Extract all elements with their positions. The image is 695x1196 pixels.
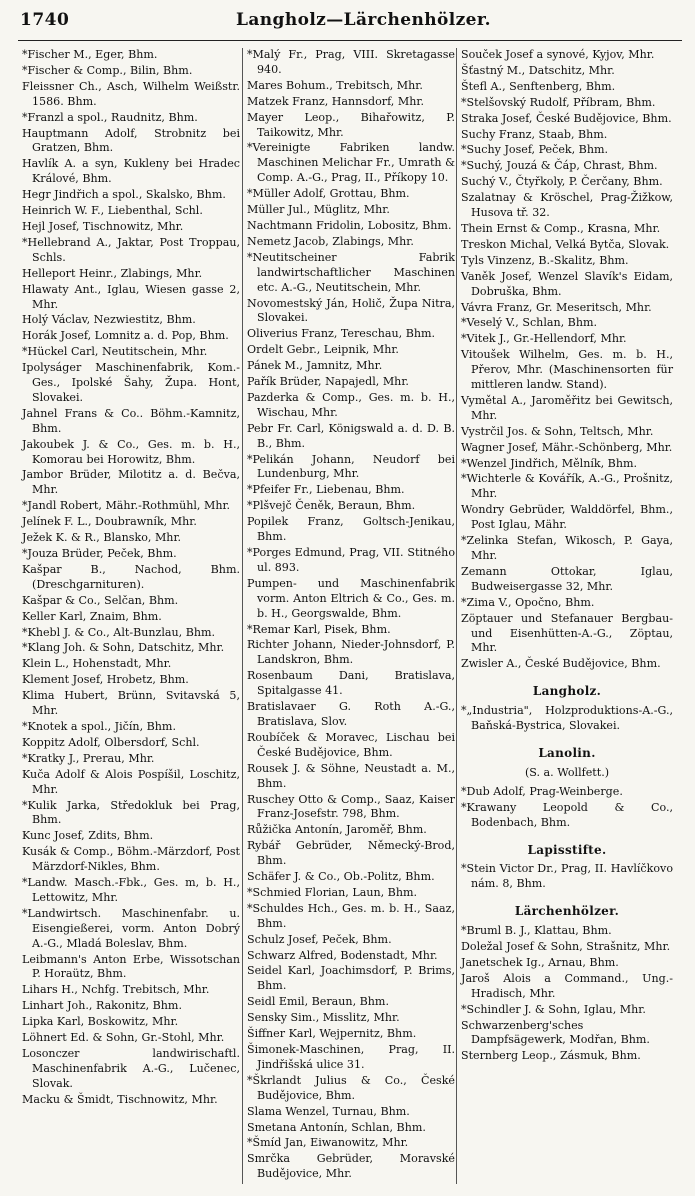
directory-entry: Sensky Sim., Misslitz, Mhr.	[247, 1011, 400, 1025]
directory-entry: Vaněk Josef, Wenzel Slavík's Eidam, Dobruška, Bhm.	[461, 269, 673, 298]
directory-entry: Tyls Vinzenz, B.-Skalitz, Bhm.	[461, 253, 629, 267]
directory-entry: Ordelt Gebr., Leipnik, Mhr.	[247, 343, 399, 357]
directory-entry: Fleissner Ch., Asch, Wilhelm Weißstr. 1586. Bhm.	[22, 79, 240, 108]
directory-entry: Bratislavaer G. Roth A.-G., Bratislava, Slov.	[247, 700, 455, 728]
directory-entry: Pazderka & Comp., Ges. m. b. H., Wischau, Mhr.	[247, 390, 455, 419]
directory-entry: *Škrlandt Julius & Co., České Budějovice, Bhm.	[247, 1073, 455, 1102]
directory-entry: Leibmann's Anton Erbe, Wissotschan P. Horaütz, Bhm.	[22, 952, 240, 981]
directory-entry: Růžička Antonín, Jaroměř, Bhm.	[247, 823, 427, 837]
directory-entry: *Bruml B. J., Klattau, Bhm.	[461, 924, 612, 938]
directory-entry: *Vitek J., Gr.-Hellendorf, Mhr.	[461, 332, 627, 346]
directory-entry: Nachtmann Fridolin, Lobositz, Bhm.	[247, 218, 452, 232]
directory-entry: Janetschek Ig., Arnau, Bhm.	[461, 955, 619, 969]
directory-entry: Havlík A. a syn, Kukleny bei Hradec Králové, Bhm.	[22, 157, 240, 186]
directory-entry: *Kratky J., Prerau, Mhr.	[22, 751, 155, 765]
directory-entry: *Remar Karl, Pisek, Bhm.	[247, 622, 391, 636]
directory-entry: Schulz Josef, Peček, Bhm.	[247, 932, 392, 946]
directory-entry: Linhart Joh., Rakonitz, Bhm.	[22, 999, 182, 1013]
directory-entry: Jakoubek J. & Co., Ges. m. b. H., Komorau bei Horowitz, Bhm.	[22, 437, 240, 466]
directory-entry: Helleport Heinr., Zlabings, Mhr.	[22, 266, 203, 280]
directory-entry: Šťastný M., Datschitz, Mhr.	[461, 63, 615, 77]
directory-entry: Šimonek-Maschinen, Prag, II. Jindřišská ulice 31.	[247, 1043, 455, 1071]
directory-entry: Štefl A., Senftenberg, Bhm.	[461, 79, 616, 93]
directory-entry: *Šmíd Jan, Eiwanowitz, Mhr.	[247, 1136, 409, 1150]
directory-entry: Souček Josef a synové, Kyjov, Mhr.	[461, 48, 655, 61]
directory-entry: *Schmied Florian, Laun, Bhm.	[247, 885, 418, 899]
directory-entry: *Hellebrand A., Jaktar, Post Troppau, Schls.	[22, 235, 240, 264]
directory-entry: Straka Josef, České Budějovice, Bhm.	[461, 111, 672, 125]
directory-entry: *Veselý V., Schlan, Bhm.	[461, 316, 598, 330]
header-rule	[18, 40, 682, 41]
directory-entry: Wagner Josef, Mähr.-Schönberg, Mhr.	[461, 440, 673, 454]
directory-entry: Suchý V., Čtyřkoly, P. Čerčany, Bhm.	[461, 175, 663, 189]
directory-entry: *Landwirtsch. Maschinenfabr. u. Eisengießerei, vorm. Anton Dobrý A.-G., Mladá Boleslav, Bhm.	[22, 906, 240, 950]
directory-entry: Vávra Franz, Gr. Meseritsch, Mhr.	[461, 300, 652, 314]
directory-entry: *Schuldes Hch., Ges. m. b. H., Saaz, Bhm.	[247, 901, 455, 930]
directory-entry: Sternberg Leop., Zásmuk, Bhm.	[461, 1049, 641, 1063]
directory-entry: Jambor Brüder, Milotitz a. d. Bečva, Mhr.	[22, 468, 240, 497]
section-heading: Langholz.	[532, 684, 602, 699]
directory-entry: *Landw. Masch.-Fbk., Ges. m, b. H., Lettowitz, Mhr.	[22, 876, 240, 904]
directory-entry: *Wenzel Jindřich, Mělník, Bhm.	[461, 456, 638, 470]
column-divider	[456, 48, 457, 1184]
directory-column-3	[461, 48, 673, 1065]
directory-entry: *Porges Edmund, Prag, VII. Stitného ul. 893.	[247, 546, 455, 574]
directory-entry: *Dub Adolf, Prag-Weinberge.	[461, 784, 623, 798]
directory-entry: Wondry Gebrüder, Walddörfel, Bhm., Post Iglau, Mähr.	[461, 503, 673, 532]
directory-entry: *Zima V., Opočno, Bhm.	[461, 595, 595, 609]
directory-entry: *Schindler J. & Sohn, Iglau, Mhr.	[461, 1002, 646, 1016]
directory-entry: Matzek Franz, Hannsdorf, Mhr.	[247, 94, 424, 108]
directory-entry: *Plšvejč Čeněk, Beraun, Bhm.	[247, 499, 416, 513]
directory-entry: Hegr Jindřich a spol., Skalsko, Bhm.	[22, 188, 226, 202]
directory-entry: Pebr Fr. Carl, Königswald a. d. D. B. B., Bhm.	[247, 421, 455, 450]
directory-entry: *Suchý, Jouzá & Čáp, Chrast, Bhm.	[461, 159, 658, 173]
directory-entry: *Suchy Josef, Peček, Bhm.	[461, 143, 609, 157]
directory-entry: Pumpen- und Maschinenfabrik vorm. Anton Eltrich & Co., Ges. m. b. H., Georgswalde, Bhm.	[247, 576, 455, 620]
directory-entry: Kašpar & Co., Selčan, Bhm.	[22, 593, 179, 607]
directory-entry: *Pfeifer Fr., Liebenau, Bhm.	[247, 483, 405, 497]
directory-entry: Richter Johann, Nieder-Johnsdorf, P. Landskron, Bhm.	[247, 638, 455, 667]
directory-entry: *Hückel Carl, Neutitschein, Mhr.	[22, 345, 208, 359]
page-number: 1740	[20, 10, 70, 30]
directory-entry: *Neutitscheiner Fabrik landwirtschaftlicher Maschinen etc. A.-G., Neutitschein, Mhr.	[247, 250, 455, 294]
directory-entry: *„Industria", Holzproduktions-A.-G., Baňská-Bystrica, Slovakei.	[461, 704, 673, 733]
directory-entry: *Klang Joh. & Sohn, Datschitz, Mhr.	[22, 641, 225, 655]
directory-entry: *Pelikán Johann, Neudorf bei Lundenburg, Mhr.	[247, 452, 455, 481]
directory-entry: Horák Josef, Lomnitz a. d. Pop, Bhm.	[22, 329, 229, 343]
directory-entry: *Knotek a spol., Jičín, Bhm.	[22, 719, 176, 733]
directory-entry: Vymětal A., Jaroměřitz bei Gewitsch, Mhr.	[461, 393, 673, 422]
directory-entry: Vystrčil Jos. & Sohn, Teltsch, Mhr.	[461, 424, 654, 438]
directory-entry: Hauptmann Adolf, Strobnitz bei Gratzen, Bhm.	[22, 126, 240, 155]
directory-entry: *Franzl a spol., Raudnitz, Bhm.	[22, 110, 198, 124]
directory-entry: Losonczer landwirischaftl. Maschinenfabrik A.-G., Lučenec, Slovak.	[22, 1047, 240, 1090]
directory-entry: *Khebl J. & Co., Alt-Bunzlau, Bhm.	[22, 625, 216, 639]
directory-entry: Macku & Šmidt, Tischnowitz, Mhr.	[22, 1092, 218, 1106]
directory-entry: *Malý Fr., Prag, VIII. Skretagasse 940.	[247, 48, 455, 76]
directory-entry: Mayer Leop., Bihařowitz, P. Taikowitz, Mhr.	[247, 110, 455, 139]
directory-entry: Šiffner Karl, Wejpernitz, Bhm.	[247, 1027, 417, 1041]
directory-entry: Zwisler A., České Budějovice, Bhm.	[461, 657, 661, 671]
directory-entry: *Jouza Brüder, Peček, Bhm.	[22, 547, 177, 560]
directory-entry: Holý Václav, Nezwiestitz, Bhm.	[22, 313, 196, 327]
directory-entry: Klement Josef, Hrobetz, Bhm.	[22, 673, 189, 687]
directory-entry: Ježek K. & R., Blansko, Mhr.	[22, 531, 182, 545]
directory-entry: Rybář Gebrüder, Německý-Brod, Bhm.	[247, 839, 455, 868]
directory-entry: Jahnel Frans & Co.. Böhm.-Kamnitz, Bhm.	[22, 406, 240, 435]
directory-entry: Vitoušek Wilhelm, Ges. m. b. H., Přerov, Mhr. (Maschinensorten für mittleren landw. Stand).	[461, 348, 673, 392]
directory-entry: *Stein Victor Dr., Prag, II. Havlíčkovo nám. 8, Bhm.	[461, 862, 673, 891]
directory-entry: Popilek Franz, Goltsch-Jenikau, Bhm.	[247, 515, 455, 544]
directory-entry: Thein Ernst & Comp., Krasna, Mhr.	[461, 221, 661, 235]
directory-entry: Hlawaty Ant., Iglau, Wiesen gasse 2, Mhr.	[22, 282, 240, 311]
directory-entry: Jaroš Alois a Command., Ung.-Hradisch, Mhr.	[461, 971, 673, 1000]
directory-entry: Jelínek F. L., Doubrawník, Mhr.	[22, 515, 197, 529]
directory-entry: Ruschey Otto & Comp., Saaz, Kaiser Franz-Josefstr. 798, Bhm.	[247, 792, 455, 821]
directory-entry: Doležal Josef & Sohn, Strašnitz, Mhr.	[461, 940, 671, 954]
directory-entry: Oliverius Franz, Tereschau, Bhm.	[247, 327, 436, 341]
directory-entry: Schäfer J. & Co., Ob.-Politz, Bhm.	[247, 870, 435, 884]
directory-entry: Ipolyságer Maschinenfabrik, Kom.-Ges., Ipolské Šahy, Župa. Hont, Slovakei.	[22, 361, 240, 404]
directory-entry: Seidel Karl, Joachimsdorf, P. Brims, Bhm.	[247, 964, 455, 993]
directory-entry: *Vereinigte Fabriken landw. Maschinen Melichar Fr., Umrath & Comp. A.-G., Prag, II., Příkopy 10.	[247, 141, 455, 185]
directory-entry: Koppitz Adolf, Olbersdorf, Schl.	[22, 735, 200, 749]
directory-entry: *Jandl Robert, Mähr.-Rothmühl, Mhr.	[22, 499, 231, 513]
directory-entry: Seidl Emil, Beraun, Bhm.	[247, 995, 389, 1009]
section-heading: Lärchenhölzer.	[514, 904, 620, 919]
directory-entry: Zöptauer und Stefanauer Bergbau- und Eisenhütten-A.-G., Zöptau, Mhr.	[461, 611, 673, 655]
directory-entry: Klima Hubert, Brünn, Svitavská 5, Mhr.	[22, 689, 240, 718]
directory-entry: *Fischer M., Eger, Bhm.	[22, 48, 158, 61]
directory-entry: Pánek M., Jamnitz, Mhr.	[247, 359, 383, 373]
directory-entry: Löhnert Ed. & Sohn, Gr.-Stohl, Mhr.	[22, 1031, 225, 1045]
directory-column-1	[22, 48, 240, 1109]
directory-entry: Pařík Brüder, Napajedl, Mhr.	[247, 375, 409, 389]
section-heading: Lapisstifte.	[527, 842, 607, 857]
directory-entry: *Krawany Leopold & Co., Bodenbach, Bhm.	[461, 800, 673, 829]
directory-entry: *Fischer & Comp., Bilin, Bhm.	[22, 63, 193, 77]
directory-entry: Szalatnay & Kröschel, Prag-Žižkow, Husova tř. 32.	[461, 191, 673, 220]
directory-entry: *Kulik Jarka, Středokluk bei Prag, Bhm.	[22, 798, 240, 827]
directory-entry: Novomestský Ján, Holič, Župa Nitra, Slovakei.	[247, 296, 455, 325]
directory-entry: Zemann Ottokar, Iglau, Budweisergasse 32, Mhr.	[461, 564, 673, 593]
directory-entry: Kašpar B., Nachod, Bhm. (Dreschgarnituren).	[22, 562, 240, 591]
directory-column-2	[247, 48, 455, 1183]
directory-entry: Rousek J. & Söhne, Neustadt a. M., Bhm.	[247, 761, 455, 790]
directory-entry: Kunc Josef, Zdits, Bhm.	[22, 829, 154, 843]
directory-entry: Heinrich W. F., Liebenthal, Schl.	[22, 204, 203, 218]
directory-entry: Müller Jul., Müglitz, Mhr.	[247, 203, 390, 217]
section-heading: Lanolin.	[538, 745, 596, 760]
directory-entry: Smrčka Gebrüder, Moravské Budějovice, Mhr.	[247, 1152, 455, 1181]
directory-entry: Mares Bohum., Trebitsch, Mhr.	[247, 78, 423, 92]
directory-entry: *Müller Adolf, Grottau, Bhm.	[247, 187, 410, 201]
directory-entry: Roubíček & Moravec, Lischau bei České Budějovice, Bhm.	[247, 730, 455, 759]
directory-entry: Kuča Adolf & Alois Pospíšil, Loschitz, Mhr.	[22, 767, 240, 796]
directory-entry: Smetana Antonín, Schlan, Bhm.	[247, 1120, 426, 1134]
directory-entry: Keller Karl, Znaim, Bhm.	[22, 609, 162, 623]
column-divider	[242, 48, 243, 1184]
directory-entry: Treskon Michal, Velká Bytča, Slovak.	[461, 237, 670, 251]
directory-entry: Slama Wenzel, Turnau, Bhm.	[247, 1104, 410, 1118]
directory-entry: Nemetz Jacob, Zlabings, Mhr.	[247, 234, 414, 248]
directory-entry: *Wichterle & Kovářík, A.-G., Prošnitz, Mhr.	[461, 472, 673, 501]
directory-entry: Schwarz Alfred, Bodenstadt, Mhr.	[247, 948, 438, 962]
directory-entry: Kusák & Comp., Böhm.-Märzdorf, Post Märzdorf-Nikles, Bhm.	[22, 845, 240, 874]
directory-entry: Hejl Josef, Tischnowitz, Mhr.	[22, 219, 184, 233]
directory-entry: Schwarzenberg'sches Dampfsägewerk, Modřan, Bhm.	[461, 1018, 650, 1047]
directory-entry: *Stelšovský Rudolf, Příbram, Bhm.	[461, 95, 656, 109]
directory-entry: Lihars H., Nchfg. Trebitsch, Mhr.	[22, 983, 210, 997]
directory-entry: Rosenbaum Dani, Bratislava, Spitalgasse 41.	[247, 669, 455, 698]
directory-entry: Lipka Karl, Boskowitz, Mhr.	[22, 1015, 179, 1029]
section-note: (S. a. Wollfett.)	[524, 765, 610, 779]
running-head: Langholz—Lärchenhölzer.	[236, 10, 491, 30]
directory-entry: Suchy Franz, Staab, Bhm.	[461, 127, 608, 141]
directory-entry: Klein L., Hohenstadt, Mhr.	[22, 657, 172, 671]
page-header	[0, 0, 695, 44]
directory-entry: *Zelinka Stefan, Wikosch, P. Gaya, Mhr.	[461, 534, 673, 562]
